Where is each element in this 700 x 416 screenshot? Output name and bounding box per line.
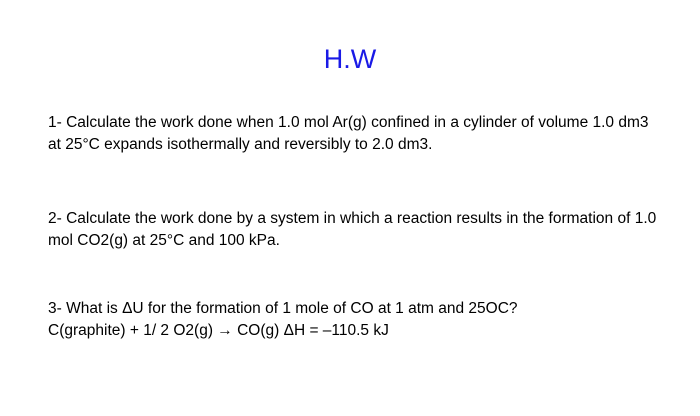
question-1-block bbox=[48, 112, 658, 156]
question-3-text-line-1: 3- What is ΔU for the formation of 1 mole of CO at 1 atm and 25OC? bbox=[48, 300, 518, 317]
question-2-block bbox=[48, 208, 658, 252]
question-2-text: 2- Calculate the work done by a system in which a reaction results in the formation of 1.0 mol CO2(g) at 25°C and 100 kPa. bbox=[48, 210, 657, 249]
question-1-text: 1- Calculate the work done when 1.0 mol Ar(g) confined in a cylinder of volume 1.0 dm3 at 25°C expands isothermally and reversibly to 2.0 dm3. bbox=[48, 114, 649, 153]
slide-title: H.W bbox=[323, 44, 377, 74]
question-3-block bbox=[48, 298, 658, 342]
question-3-text-line-2: C(graphite) + 1/ 2 O2(g) → CO(g) ΔH = –110.5 kJ bbox=[48, 322, 389, 339]
